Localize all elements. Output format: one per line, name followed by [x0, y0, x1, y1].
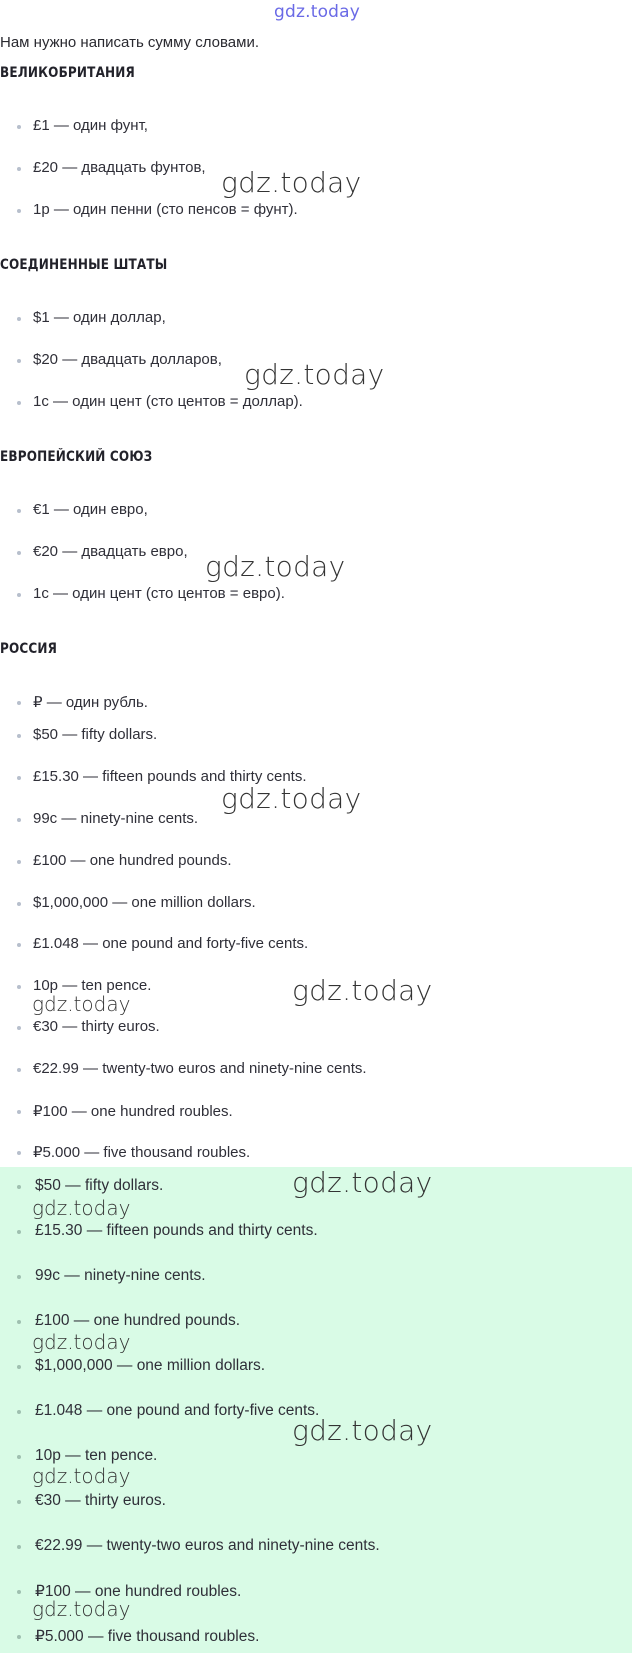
- bullet-icon: [17, 776, 21, 780]
- watermark: gdz.today: [221, 782, 362, 815]
- watermark: gdz.today: [32, 1196, 131, 1220]
- bullet-icon: [17, 818, 21, 822]
- bullet-icon: [17, 125, 21, 129]
- bullet-icon: [17, 509, 21, 513]
- watermark: gdz.today: [32, 1330, 131, 1354]
- bullet-icon: [17, 1500, 21, 1504]
- bullet-icon: [17, 401, 21, 405]
- bullet-icon: [17, 209, 21, 213]
- site-logo[interactable]: gdz.today: [274, 2, 361, 22]
- watermark: gdz.today: [292, 1414, 433, 1447]
- bullet-icon: [17, 1110, 21, 1114]
- bullet-icon: [17, 1455, 21, 1459]
- bullet-icon: [17, 902, 21, 906]
- section-heading-eu: ЕВРОПЕЙСКИЙ СОЮЗ: [0, 449, 153, 465]
- bullet-icon: [17, 985, 21, 989]
- bullet-icon: [17, 1635, 21, 1639]
- bullet-icon: [17, 1320, 21, 1324]
- section-heading-russia: РОССИЯ: [0, 641, 58, 657]
- bullet-icon: [17, 317, 21, 321]
- bullet-icon: [17, 1151, 21, 1155]
- bullet-icon: [17, 1185, 21, 1189]
- bullet-icon: [17, 167, 21, 171]
- watermark: gdz.today: [205, 550, 346, 583]
- watermark: gdz.today: [244, 358, 385, 391]
- bullet-icon: [17, 1230, 21, 1234]
- bullet-icon: [17, 359, 21, 363]
- bullet-icon: [17, 1365, 21, 1369]
- section-heading-uk: ВЕЛИКОБРИТАНИЯ: [0, 65, 136, 81]
- bullet-icon: [17, 943, 21, 947]
- watermark: gdz.today: [292, 974, 433, 1007]
- bullet-icon: [17, 1026, 21, 1030]
- bullet-icon: [17, 1068, 21, 1072]
- bullet-icon: [17, 1590, 21, 1594]
- intro-text: Нам нужно написать сумму словами.: [0, 34, 259, 51]
- watermark: gdz.today: [221, 166, 362, 199]
- bullet-icon: [17, 734, 21, 738]
- bullet-icon: [17, 860, 21, 864]
- bullet-icon: [17, 1545, 21, 1549]
- bullet-icon: [17, 1410, 21, 1414]
- watermark: gdz.today: [32, 1464, 131, 1488]
- watermark: gdz.today: [292, 1166, 433, 1199]
- bullet-icon: [17, 1275, 21, 1279]
- bullet-icon: [17, 551, 21, 555]
- bullet-icon: [17, 593, 21, 597]
- watermark: gdz.today: [32, 992, 131, 1016]
- watermark: gdz.today: [32, 1597, 131, 1621]
- section-heading-us: СОЕДИНЕННЫЕ ШТАТЫ: [0, 257, 168, 273]
- bullet-icon: [17, 701, 21, 705]
